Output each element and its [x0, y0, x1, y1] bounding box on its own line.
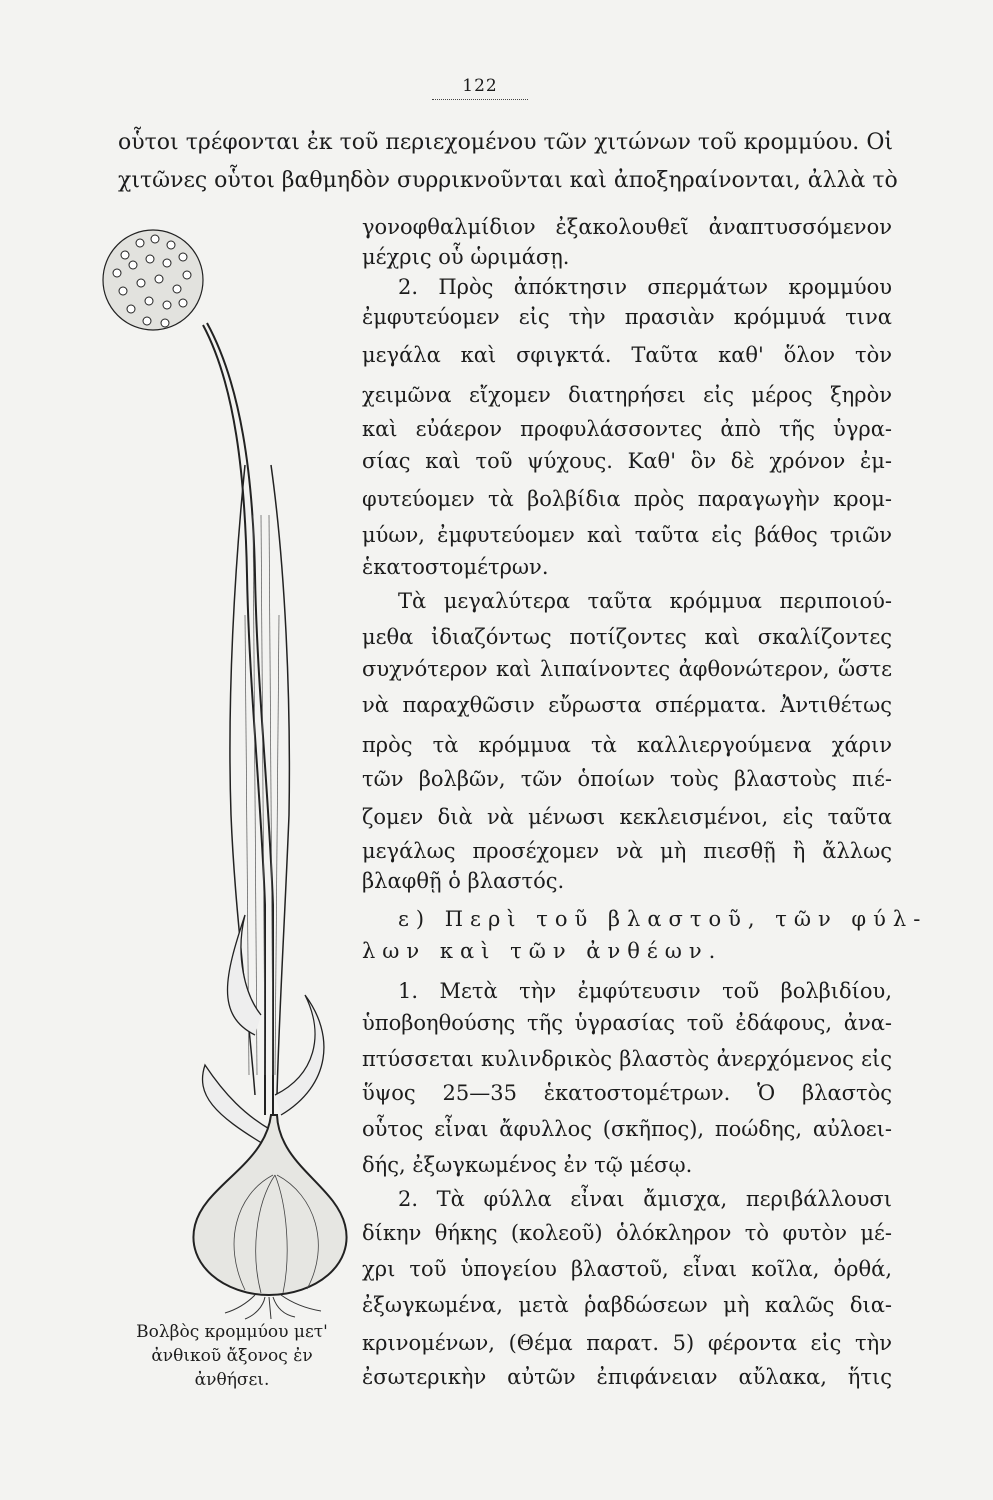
text-line: ὕψος 25—35 ἑκατοστομέτρων. Ὁ βλαστὸς	[362, 1081, 892, 1105]
text-line: δίκην θήκης (κολεοῦ) ὁλόκληρον τὸ φυτὸν μέ-	[362, 1221, 892, 1245]
caption-line: ἀνθήσει.	[194, 1370, 270, 1390]
text-line: πρὸς τὰ κρόμμυα τὰ καλλιεργούμενα χάριν	[362, 733, 892, 757]
text-line: οὗτος εἶναι ἄφυλλος (σκῆπος), ποώδης, αὐλοει-	[362, 1117, 892, 1141]
text-line: οὗτοι τρέφονται ἐκ τοῦ περιεχομένου τῶν χιτώνων τοῦ κρομμύου. Οἱ	[118, 130, 893, 155]
text-line: νὰ παραχθῶσιν εὔρωστα σπέρματα. Ἀντιθέτως	[362, 693, 892, 717]
text-line: ἐμφυτεύομεν εἰς τὴν πρασιὰν κρόμμυά τινα	[362, 305, 892, 329]
text-line: μεγάλως προσέχομεν νὰ μὴ πιεσθῇ ἢ ἄλλως	[362, 839, 892, 863]
text-line: πτύσσεται κυλινδρικὸς βλαστὸς ἀνερχόμενος εἰς	[362, 1047, 892, 1071]
text-line: χιτῶνες οὗτοι βαθμηδὸν συρρικνοῦνται καὶ ἀποξηραίνονται, ἀλλὰ τὸ	[118, 168, 898, 193]
text-line: 2. Τὰ φύλλα εἶναι ἄμισχα, περιβάλλουσι	[398, 1187, 892, 1211]
onion-bulb	[193, 1115, 346, 1295]
text-line: ἑκατοστομέτρων.	[362, 555, 549, 579]
text-line: ὑποβοηθούσης τῆς ὑγρασίας τοῦ ἐδάφους, ἀνα-	[362, 1011, 892, 1035]
text-line: κρινομένων, (Θέμα παρατ. 5) φέροντα εἰς τὴν	[362, 1331, 892, 1355]
text-line: μέχρις οὗ ὡριμάσῃ.	[362, 245, 570, 269]
text-line: μεγάλα καὶ σφιγκτά. Ταῦτα καθ' ὅλον τὸν	[362, 343, 892, 367]
text-line: χρι τοῦ ὑπογείου βλαστοῦ, εἶναι κοῖλα, ὀρθά,	[362, 1257, 892, 1281]
roots	[225, 1295, 321, 1319]
text-line: ἐξωγκωμένα, μετὰ ῥαβδώσεων μὴ καλῶς δια-	[362, 1293, 892, 1317]
text-line: γονοφθαλμίδιον ἐξακολουθεῖ ἀναπτυσσόμενον	[362, 215, 892, 239]
text-line: μεθα ἰδιαζόντως ποτίζοντες καὶ σκαλίζοντες	[362, 625, 892, 649]
text-line: σίας καὶ τοῦ ψύχους. Καθ' ὃν δὲ χρόνον ἐμ-	[362, 449, 892, 473]
caption-line: Βολβὸς κρομμύου μετ'	[136, 1322, 328, 1342]
onion-plant-illustration	[95, 215, 355, 1320]
text-line: δής, ἐξωγκωμένος ἐν τῷ μέσῳ.	[362, 1153, 693, 1177]
text-line: 1. Μετὰ τὴν ἐμφύτευσιν τοῦ βολβιδίου,	[398, 979, 892, 1003]
text-line: τῶν βολβῶν, τῶν ὁποίων τοὺς βλαστοὺς πιέ-	[362, 767, 892, 791]
flower-head	[103, 230, 203, 330]
text-line: 2. Πρὸς ἀπόκτησιν σπερμάτων κρομμύου	[398, 275, 892, 299]
text-line: Τὰ μεγαλύτερα ταῦτα κρόμμυα περιποιού-	[398, 589, 892, 613]
text-line: χειμῶνα εἴχομεν διατηρήσει εἰς μέρος ξηρὸν	[362, 383, 892, 407]
page-number-rule	[432, 99, 528, 100]
text-line: μύων, ἐμφυτεύομεν καὶ ταῦτα εἰς βάθος τριῶν	[362, 523, 892, 547]
leaf	[203, 1065, 272, 1145]
section-heading: ε) Περὶ τοῦ βλαστοῦ, τῶν φύλ-	[398, 907, 928, 931]
figure-caption	[112, 1320, 352, 1392]
text-line: βλαφθῇ ὁ βλαστός.	[362, 869, 565, 893]
caption-line: ἀνθικοῦ ἄξονος ἐν	[151, 1346, 313, 1366]
text-line: συχνότερον καὶ λιπαίνοντες ἀφθονώτερον, ὥστε	[362, 657, 892, 681]
text-line: φυτεύομεν τὰ βολβίδια πρὸς παραγωγὴν κρομ-	[362, 487, 892, 511]
leaf	[275, 995, 324, 1115]
page-number: 122	[462, 76, 498, 96]
text-line: καὶ εὐάερον προφυλάσσοντες ἀπὸ τῆς ὑγρα-	[362, 417, 892, 441]
text-line: ἐσωτερικὴν αὐτῶν ἐπιφάνειαν αὔλακα, ἥτις	[362, 1365, 892, 1389]
section-heading: λων καὶ τῶν ἀνθέων.	[362, 939, 723, 963]
text-line: ζομεν διὰ νὰ μένωσι κεκλεισμένοι, εἰς ταῦτα	[362, 805, 892, 829]
